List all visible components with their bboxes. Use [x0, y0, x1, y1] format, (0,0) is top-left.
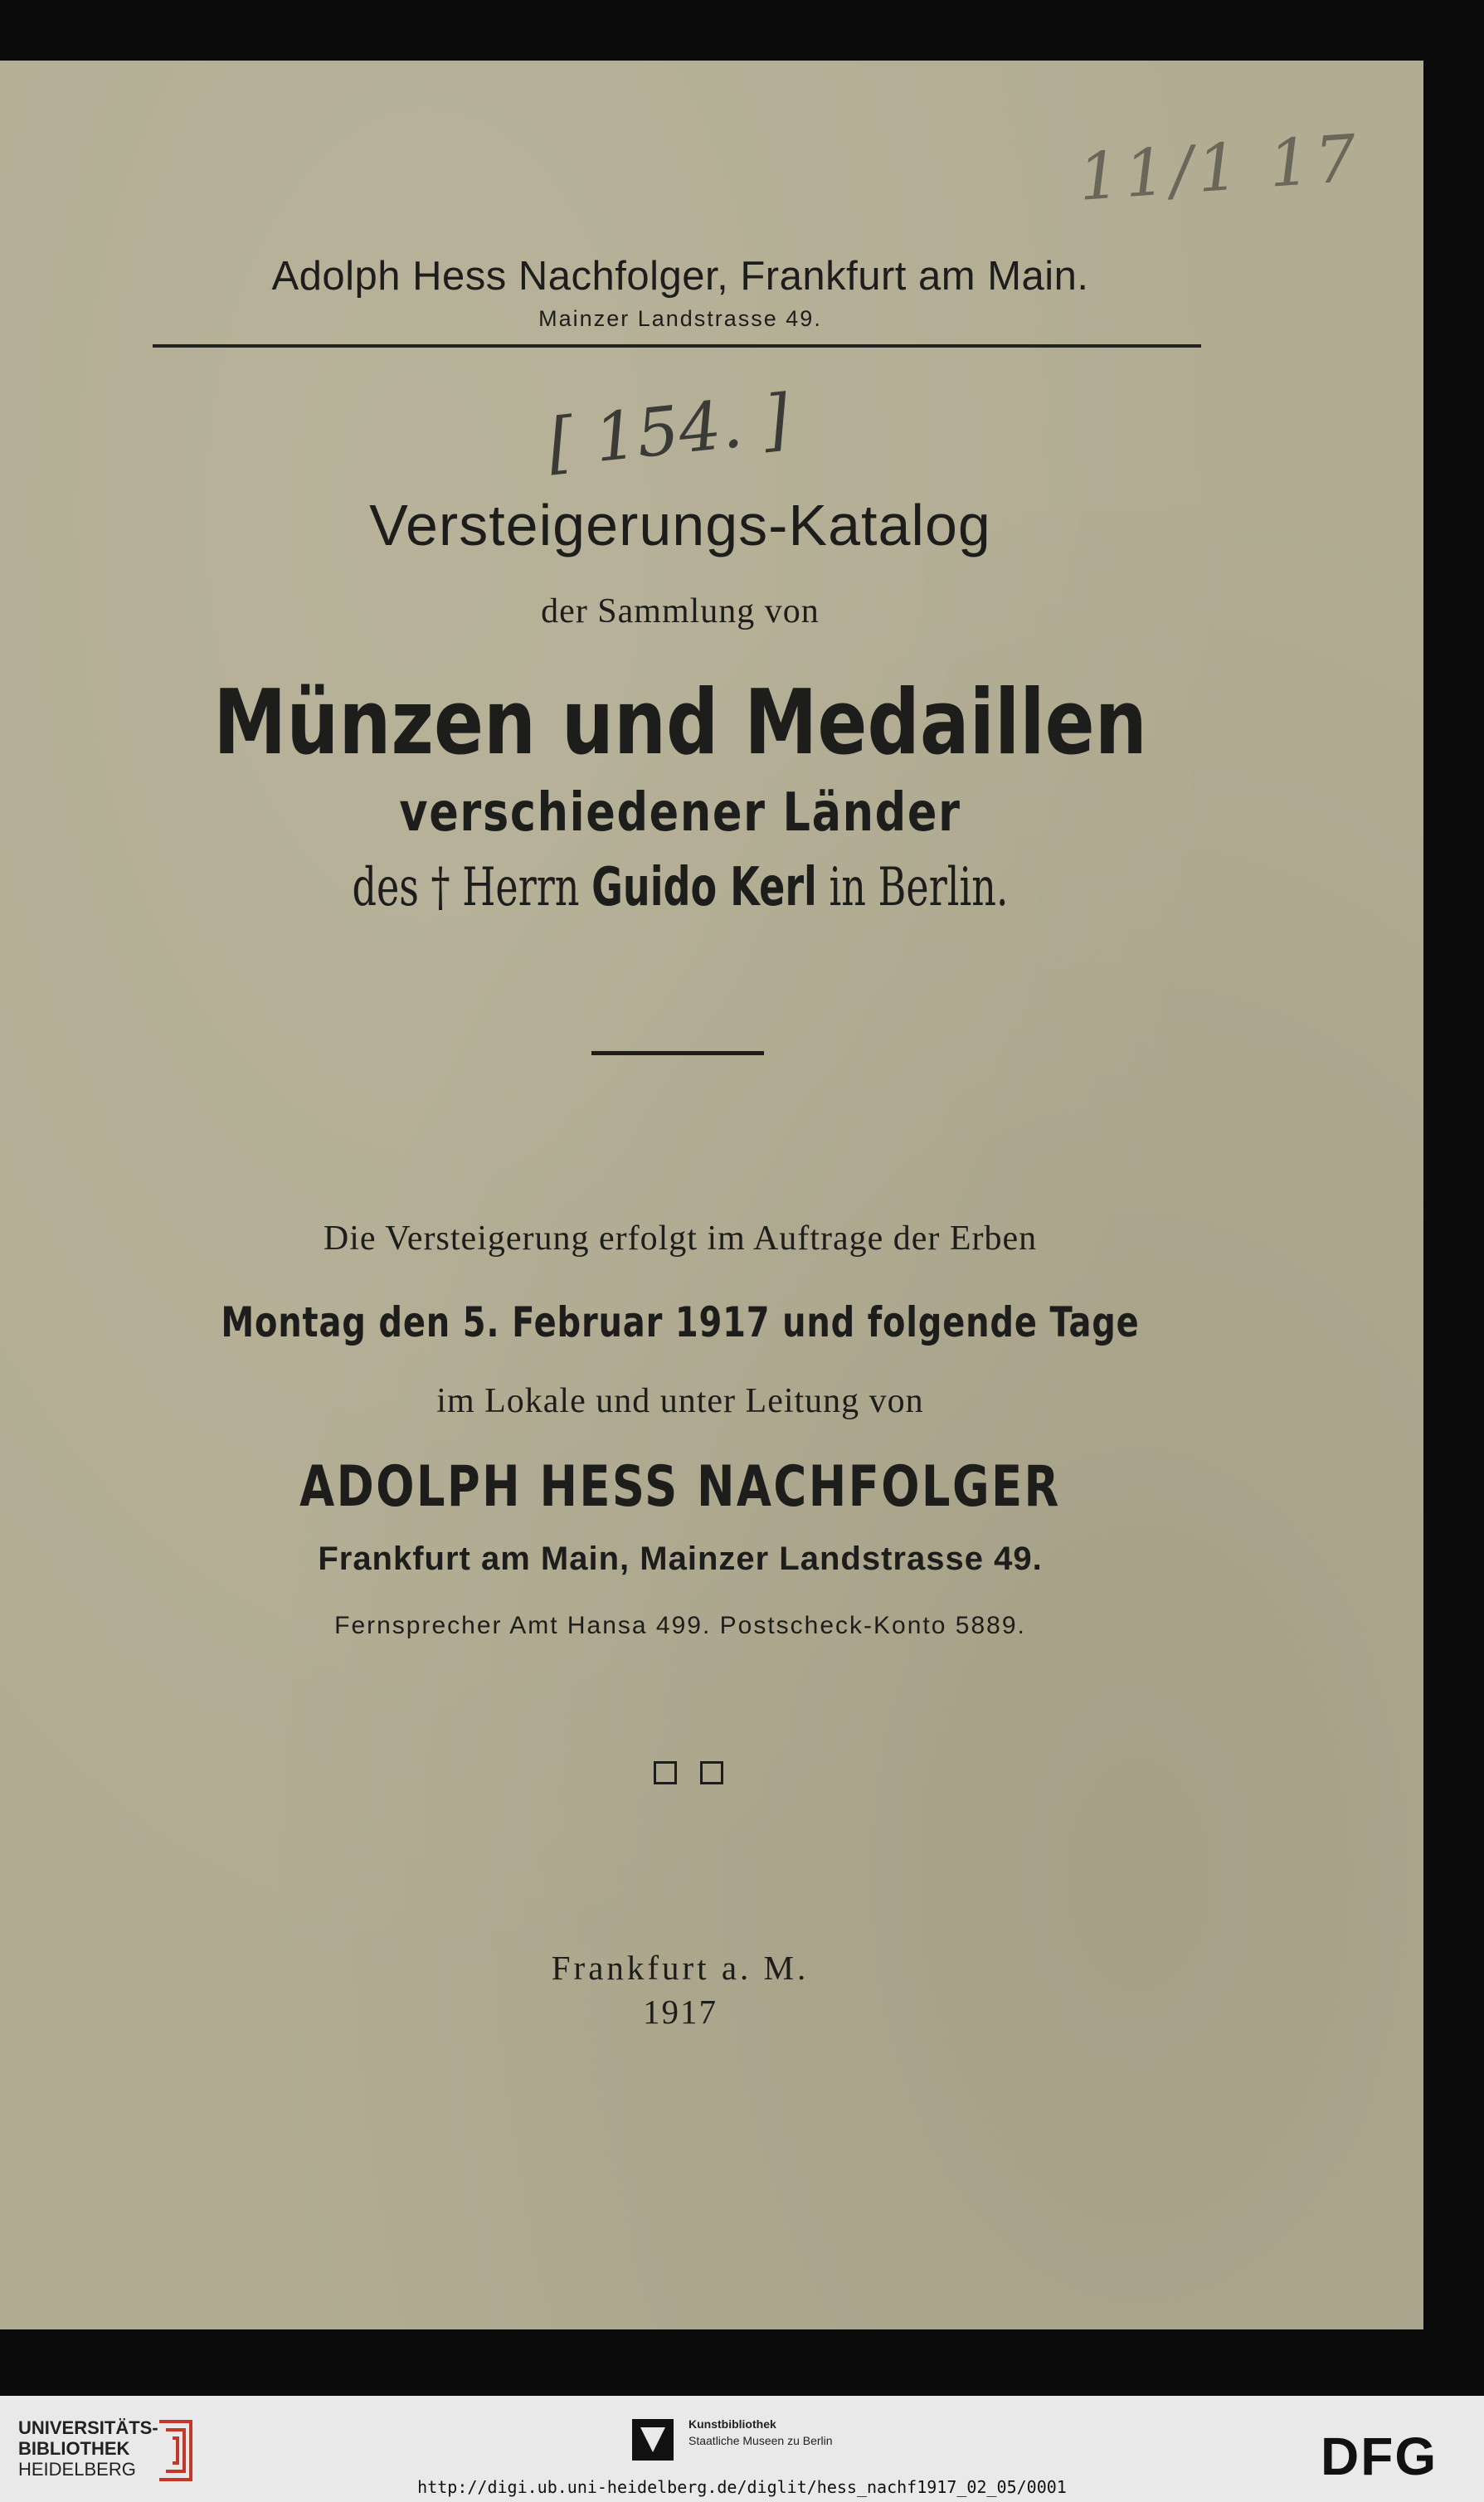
ornament-squares	[654, 1761, 723, 1784]
auction-contact: Fernsprecher Amt Hansa 499. Postscheck-Konto 5889.	[334, 1612, 1026, 1639]
title-collector	[191, 857, 1170, 918]
page-url[interactable]: http://digi.ub.uni-heidelberg.de/diglit/hess_nachf1917_02_05/0001	[417, 2477, 1067, 2497]
auction-house-address: Frankfurt am Main, Mainzer Landstrasse 49.	[318, 1541, 1043, 1577]
imprint-city: Frankfurt a. M.	[551, 1949, 810, 1987]
kunstbibliothek-label[interactable]	[688, 2416, 833, 2449]
kb-line: Staatliche Museen zu Berlin	[688, 2434, 833, 2447]
header-rule	[153, 344, 1201, 348]
auction-house: ADOLPH HESS NACHFOLGER	[299, 1454, 1061, 1520]
title-main: Münzen und Medaillen	[213, 671, 1147, 775]
catalog-page	[0, 61, 1423, 2329]
section-divider	[591, 1051, 764, 1055]
firm-name: Adolph Hess Nachfolger, Frankfurt am Main.	[271, 254, 1089, 299]
auction-venue-line: im Lokale und unter Leitung von	[436, 1382, 924, 1420]
collector-suffix: in Berlin.	[829, 857, 1009, 918]
auction-date: Montag den 5. Februar 1917 und folgende Tage	[221, 1298, 1140, 1346]
ub-logo-line: HEIDELBERG	[18, 2459, 136, 2480]
collector-prefix: des † Herrn	[352, 857, 580, 918]
ub-logo-line: BIBLIOTHEK	[18, 2438, 130, 2459]
imprint-year: 1917	[643, 1993, 718, 2031]
auction-intro: Die Versteigerung erfolgt im Auftrage der Erben	[323, 1219, 1038, 1258]
firm-address: Mainzer Landstrasse 49.	[538, 306, 822, 331]
square-ornament	[700, 1761, 723, 1784]
handwritten-catalog-number: [ 154. ]	[543, 380, 793, 482]
square-ornament	[654, 1761, 677, 1784]
ub-logo-line: UNIVERSITÄTS-	[18, 2417, 158, 2438]
ub-heidelberg-logo[interactable]	[18, 2417, 158, 2480]
ub-heidelberg-mark-icon	[151, 2417, 199, 2484]
handwritten-corner-date: 11/1 17	[1076, 121, 1364, 216]
kunstbibliothek-logo-icon	[632, 2419, 674, 2461]
kb-line: Kunstbibliothek	[688, 2417, 776, 2431]
catalog-title: Versteigerungs-Katalog	[369, 493, 991, 557]
title-subline: der Sammlung von	[541, 592, 820, 630]
dfg-logo[interactable]: DFG	[1321, 2427, 1438, 2486]
viewer-footer	[0, 2396, 1484, 2502]
title-countries: verschiedener Länder	[399, 782, 961, 844]
collector-name: Guido Kerl	[591, 857, 817, 918]
